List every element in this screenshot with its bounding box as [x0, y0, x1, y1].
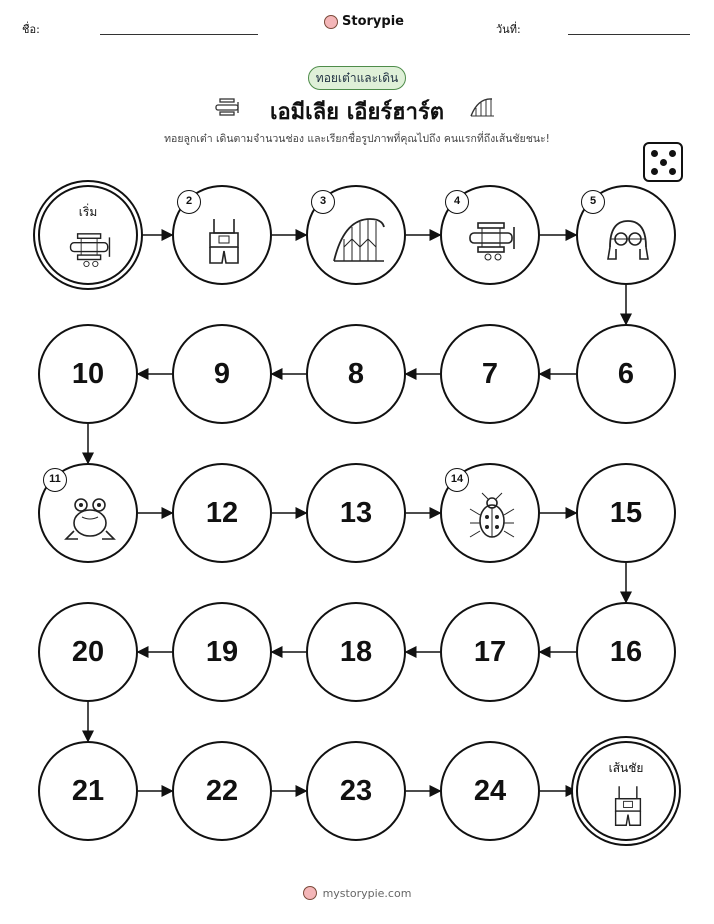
space-number: 21 — [71, 774, 105, 807]
space-number: 15 — [609, 496, 643, 529]
board-space-4 — [440, 185, 540, 285]
space-number: 23 — [339, 774, 373, 807]
space-number: 16 — [609, 635, 643, 668]
space-number: 9 — [213, 357, 231, 390]
space-number: 18 — [339, 635, 373, 668]
airplane-icon — [464, 213, 520, 265]
space-label: เส้นชัย — [608, 761, 644, 775]
space-number-badge: 11 — [43, 468, 67, 492]
start-space — [38, 185, 138, 285]
date-label: วันที่: — [496, 23, 521, 36]
board-space-12 — [172, 463, 272, 563]
board-space-6 — [576, 324, 676, 424]
space-number: 6 — [617, 357, 635, 390]
board-space-13 — [306, 463, 406, 563]
board-space-9 — [172, 324, 272, 424]
overalls-icon — [196, 213, 252, 265]
board-space-18 — [306, 602, 406, 702]
space-number-badge: 2 — [177, 190, 201, 214]
board-space-11 — [38, 463, 138, 563]
board-space-21 — [38, 741, 138, 841]
rollercoaster-icon — [330, 213, 386, 265]
space-number-badge: 4 — [445, 190, 469, 214]
space-number: 10 — [71, 357, 105, 390]
space-number: 13 — [339, 496, 373, 529]
space-number: 24 — [473, 774, 507, 807]
overalls-icon — [600, 781, 656, 827]
space-number-badge: 14 — [445, 468, 469, 492]
board-space-19 — [172, 602, 272, 702]
board-space-5 — [576, 185, 676, 285]
airplane-icon — [62, 225, 118, 271]
beetle-icon — [464, 491, 520, 543]
footer-url: mystorypie.com — [322, 886, 412, 900]
board-space-7 — [440, 324, 540, 424]
space-number: 22 — [205, 774, 239, 807]
board-space-3 — [306, 185, 406, 285]
pig-icon — [303, 886, 317, 900]
helmet-icon — [600, 213, 656, 265]
instructions: ทอยลูกเต๋า เดินตามจำนวนช่อง และเรียกชื่อรูปภาพที่คุณไปถึง คนแรกที่ถึงเส้นชัยชนะ! — [164, 133, 550, 145]
board-space-8 — [306, 324, 406, 424]
board-space-23 — [306, 741, 406, 841]
board-space-10 — [38, 324, 138, 424]
name-label: ชื่อ: — [22, 23, 40, 36]
board-space-17 — [440, 602, 540, 702]
game-badge: ทอยเต๋าและเดิน — [308, 66, 406, 90]
board-space-15 — [576, 463, 676, 563]
board-space-20 — [38, 602, 138, 702]
board-space-24 — [440, 741, 540, 841]
board-space-2 — [172, 185, 272, 285]
space-number: 17 — [473, 635, 507, 668]
frog-icon — [62, 491, 118, 543]
space-number: 19 — [205, 635, 239, 668]
space-number: 20 — [71, 635, 105, 668]
space-number-badge: 5 — [581, 190, 605, 214]
finish-space — [576, 741, 676, 841]
space-number: 7 — [481, 357, 499, 390]
page-footer — [0, 886, 714, 900]
space-number: 8 — [347, 357, 365, 390]
board-space-14 — [440, 463, 540, 563]
brand-name: Storypie — [342, 14, 404, 29]
space-number: 12 — [205, 496, 239, 529]
board-space-16 — [576, 602, 676, 702]
board-space-22 — [172, 741, 272, 841]
page-title: เอมีเลีย เอียร์ฮาร์ต — [269, 100, 445, 125]
space-label: เริ่ม — [78, 205, 98, 219]
space-number-badge: 3 — [311, 190, 335, 214]
